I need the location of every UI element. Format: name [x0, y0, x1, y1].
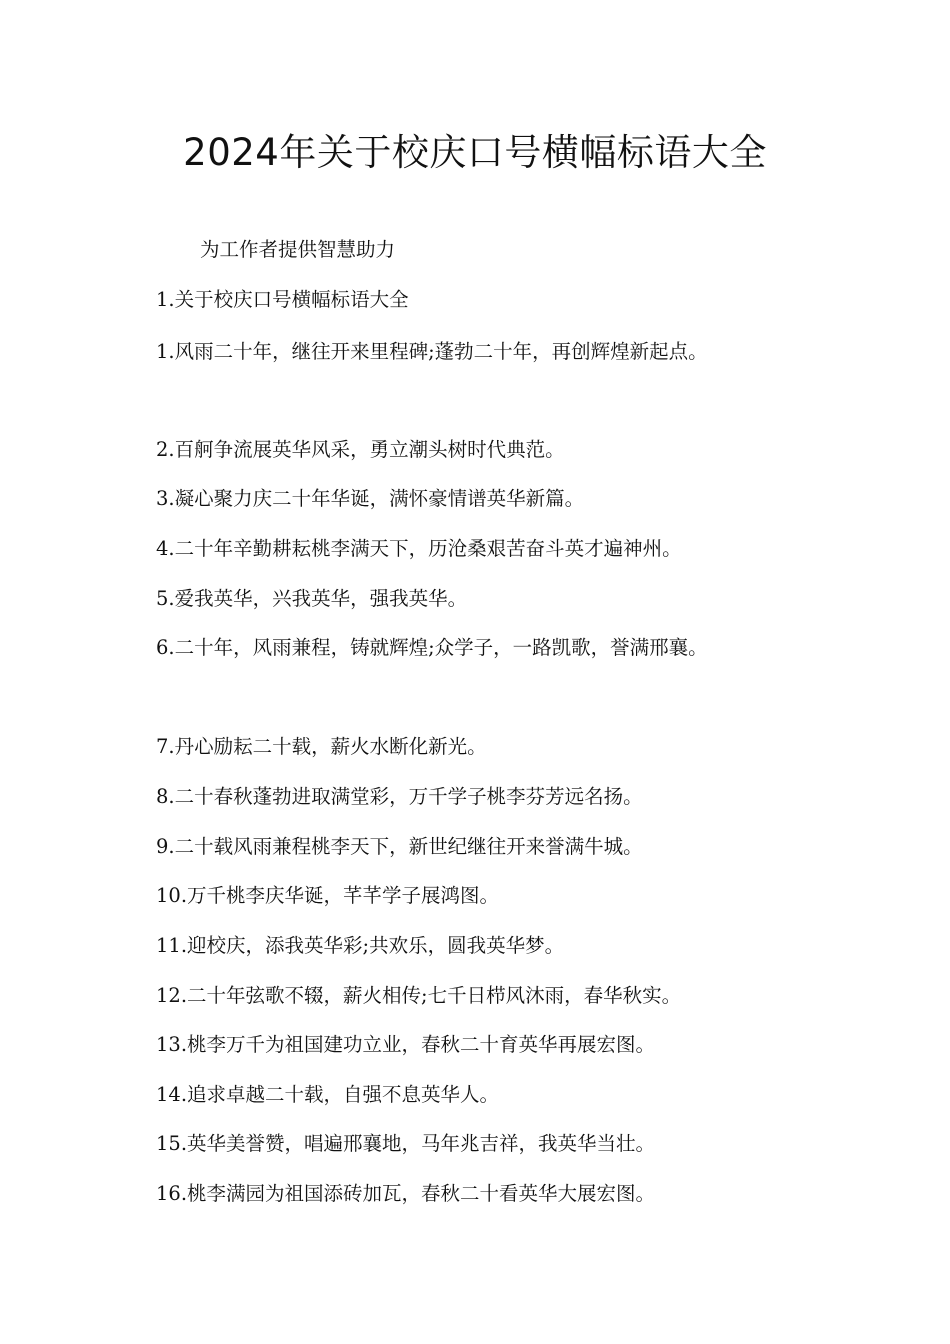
slogan-item-3: 3.凝心聚力庆二十年华诞，满怀豪情谱英华新篇。	[156, 487, 585, 510]
slogan-item-5: 5.爱我英华，兴我英华，强我英华。	[156, 587, 468, 610]
section-heading: 1.关于校庆口号横幅标语大全	[156, 288, 409, 311]
slogan-item-4: 4.二十年辛勤耕耘桃李满天下，历沧桑艰苦奋斗英才遍神州。	[156, 537, 682, 560]
slogan-item-8: 8.二十春秋蓬勃进取满堂彩，万千学子桃李芬芳远名扬。	[156, 785, 643, 808]
slogan-item-9: 9.二十载风雨兼程桃李天下，新世纪继往开来誉满牛城。	[156, 835, 643, 858]
slogan-item-15: 15.英华美誉赞，唱遍邢襄地，马年兆吉祥，我英华当壮。	[156, 1132, 656, 1155]
document-title: 2024年关于校庆口号横幅标语大全	[183, 131, 767, 174]
slogan-item-12: 12.二十年弦歌不辍，薪火相传;七千日栉风沐雨，春华秋实。	[156, 984, 682, 1007]
slogan-item-7: 7.丹心励耘二十载，薪火水断化新光。	[156, 735, 487, 758]
slogan-item-16: 16.桃李满园为祖国添砖加瓦，春秋二十看英华大展宏图。	[156, 1182, 656, 1205]
slogan-item-10: 10.万千桃李庆华诞，芊芊学子展鸿图。	[156, 884, 500, 907]
slogan-item-1: 1.风雨二十年，继往开来里程碑;蓬勃二十年，再创辉煌新起点。	[156, 340, 708, 363]
slogan-item-6: 6.二十年，风雨兼程，铸就辉煌;众学子，一路凯歌，誉满邢襄。	[156, 636, 708, 659]
slogan-item-13: 13.桃李万千为祖国建功立业，春秋二十育英华再展宏图。	[156, 1033, 656, 1056]
slogan-item-2: 2.百舸争流展英华风采，勇立潮头树时代典范。	[156, 438, 565, 461]
slogan-item-11: 11.迎校庆，添我英华彩;共欢乐，圆我英华梦。	[156, 934, 565, 957]
document-subtitle: 为工作者提供智慧助力	[200, 238, 396, 261]
slogan-item-14: 14.追求卓越二十载，自强不息英华人。	[156, 1083, 500, 1106]
